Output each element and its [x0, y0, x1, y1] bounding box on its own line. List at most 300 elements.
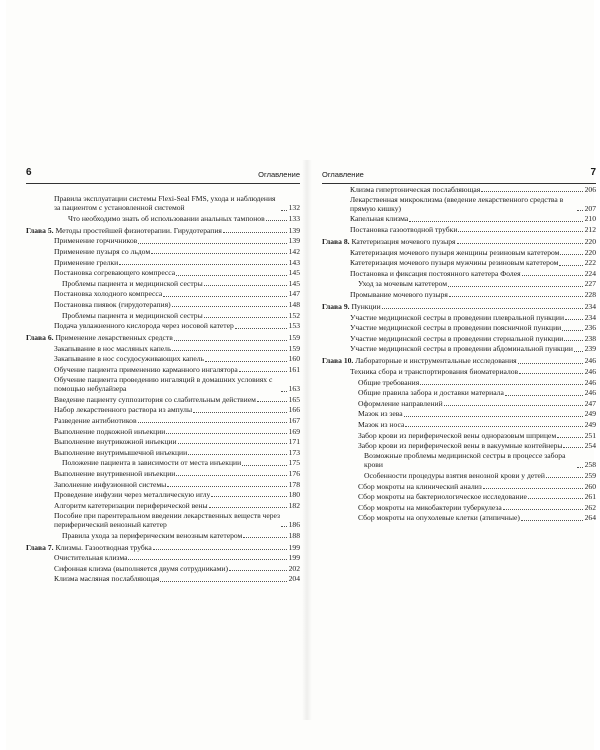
toc-page-number: 175 [288, 458, 300, 468]
toc-entry-text [322, 356, 517, 365]
dot-leader [138, 236, 287, 244]
dot-leader [449, 289, 583, 297]
dot-leader [178, 436, 287, 444]
toc-entry [26, 530, 300, 540]
toc-entry [26, 468, 300, 478]
toc-entry-text [26, 480, 166, 489]
toc-title: Применение горчичников [54, 236, 138, 246]
toc-entry [322, 366, 596, 376]
toc-page-number: 228 [584, 290, 596, 300]
toc-list [26, 194, 300, 584]
book-spread [6, 0, 594, 750]
toc-entry-text [26, 437, 177, 446]
toc-entry-text [26, 236, 137, 245]
toc-title: Постановка холодного компресса [54, 289, 163, 299]
toc-entry [26, 426, 300, 436]
toc-entry-text [322, 334, 563, 343]
toc-page-number: 159 [288, 333, 300, 343]
toc-page-number: 199 [288, 542, 300, 552]
toc-entry-text [322, 248, 559, 257]
dot-leader [577, 460, 583, 468]
toc-entry-text [26, 247, 150, 256]
toc-entry-text [26, 501, 208, 510]
toc-title: Капельная клизма [350, 214, 409, 224]
toc-entry [26, 268, 300, 278]
chapter-label: Глава 6. [26, 333, 54, 343]
toc-page-number: 169 [288, 426, 300, 436]
toc-entry [322, 502, 596, 512]
toc-title: Выполнение подкожной инъекции [54, 426, 166, 436]
toc-entry-text [322, 269, 521, 278]
dot-leader [172, 343, 287, 351]
toc-entry-text [26, 194, 280, 213]
toc-entry [322, 344, 596, 354]
toc-entry [26, 458, 300, 468]
dot-leader [243, 530, 287, 538]
toc-entry [26, 563, 300, 573]
dot-leader [519, 366, 583, 374]
dot-leader [239, 364, 287, 372]
toc-page-number: 161 [288, 365, 300, 375]
toc-entry-text [322, 214, 408, 223]
toc-entry-text [322, 441, 562, 450]
dot-leader [167, 479, 287, 487]
dot-leader [281, 519, 287, 527]
toc-entry-text [26, 333, 173, 342]
toc-entry-text [26, 531, 242, 540]
dot-leader [163, 289, 287, 297]
toc-page-number: 220 [584, 237, 596, 247]
toc-entry-text [26, 458, 241, 467]
dot-leader [457, 236, 583, 244]
toc-entry-text [26, 226, 222, 235]
toc-entry-text [322, 323, 561, 332]
toc-entry [26, 213, 300, 223]
toc-entry [322, 481, 596, 491]
toc-entry-text [322, 482, 482, 491]
toc-page-number: 227 [584, 279, 596, 289]
toc-entry [322, 513, 596, 523]
toc-page-number: 246 [584, 356, 596, 366]
dot-leader [266, 213, 287, 221]
toc-title: Участие медицинской сестры в проведении поясничной пункции [350, 323, 562, 333]
toc-entry [322, 214, 596, 224]
toc-entry-text [26, 469, 175, 478]
toc-entry-text [322, 431, 556, 440]
toc-title: Мазок из носа [358, 419, 405, 429]
toc-entry [26, 257, 300, 267]
dot-leader [404, 409, 583, 417]
toc-entry-text [322, 302, 381, 311]
chapter-label: Глава 9. [322, 302, 350, 312]
toc-entry-text [26, 543, 152, 552]
toc-title: Постановка пиявок (гирудотерапия) [54, 300, 171, 310]
toc-title: Применение лекарственных средств [55, 333, 173, 343]
toc-entry-text [26, 553, 127, 562]
toc-page-number: 262 [584, 502, 596, 512]
toc-page-number: 251 [584, 430, 596, 440]
dot-leader [564, 333, 583, 341]
toc-title: Проведение инфузии через металлическую иглу [54, 490, 211, 500]
toc-title: Постановка согревающего компресса [54, 268, 176, 278]
toc-title: Проблемы пациента и медицинской сестры [62, 278, 203, 288]
toc-title: Пункции [351, 302, 381, 312]
dot-leader [444, 398, 583, 406]
toc-title: Закапывание в нос сосудосуживающих капель [54, 354, 204, 364]
toc-title: Возможные проблемы медицинской сестры в процессе забора крови [364, 451, 566, 470]
dot-leader [153, 542, 287, 550]
toc-entry [26, 354, 300, 364]
toc-page-number: 178 [288, 479, 300, 489]
dot-leader [151, 246, 287, 254]
toc-title: Выполнение внутрикожной инъекции [54, 437, 177, 447]
toc-entry [322, 440, 596, 450]
toc-page-number: 180 [288, 490, 300, 500]
dot-leader [528, 491, 583, 499]
toc-chapter [26, 225, 300, 235]
dot-leader [281, 384, 287, 392]
dot-leader [119, 257, 287, 265]
right-page-header [322, 167, 596, 182]
toc-chapter [26, 542, 300, 552]
toc-entry [322, 409, 596, 419]
toc-title: Очистительная клизма [54, 553, 128, 563]
toc-chapter [322, 236, 596, 246]
chapter-label: Глава 8. [322, 237, 350, 247]
toc-entry-text [322, 513, 520, 522]
toc-entry [26, 364, 300, 374]
toc-title: Постановка и фиксация постоянного катетера Фолея [350, 268, 521, 278]
dot-leader [257, 394, 287, 402]
toc-title: Особенности процедуры взятия венозной крови у детей [364, 470, 545, 480]
toc-entry [26, 574, 300, 584]
toc-title: Проблемы пациента и медицинской сестры [62, 310, 203, 320]
toc-title: Постановка газоотводной трубки [350, 225, 458, 235]
toc-entry [322, 388, 596, 398]
toc-page-number: 148 [288, 300, 300, 310]
toc-page-number: 167 [288, 415, 300, 425]
toc-entry [322, 323, 596, 333]
toc-entry [322, 224, 596, 234]
toc-page-number: 258 [584, 460, 596, 470]
toc-title: Общие требования [358, 377, 420, 387]
dot-leader [521, 513, 583, 521]
toc-page-number: 142 [288, 247, 300, 257]
dot-leader [562, 323, 583, 331]
toc-entry [26, 278, 300, 288]
toc-title: Набор лекарственного раствора из ампулы [54, 405, 193, 415]
toc-entry-text [322, 237, 456, 246]
toc-page-number: 238 [584, 333, 596, 343]
toc-entry [322, 491, 596, 501]
toc-entry [26, 405, 300, 415]
toc-page-number: 143 [288, 257, 300, 267]
dot-leader [448, 279, 583, 287]
dot-leader [405, 419, 583, 427]
dot-leader [546, 470, 583, 478]
toc-entry [26, 289, 300, 299]
toc-entry [26, 500, 300, 510]
dot-leader [505, 388, 583, 396]
chapter-label: Глава 7. [26, 542, 54, 552]
dot-leader [172, 299, 287, 307]
dot-leader [481, 184, 583, 192]
toc-title: Применение пузыря со льдом [54, 247, 151, 257]
header-rule [26, 183, 300, 184]
dot-leader [559, 258, 583, 266]
toc-page-number: 224 [584, 268, 596, 278]
toc-entry [26, 552, 300, 562]
toc-page-number: 210 [584, 214, 596, 224]
dot-leader [420, 377, 583, 385]
toc-entry [322, 184, 596, 194]
toc-page-number: 236 [584, 323, 596, 333]
toc-page-number: 207 [584, 203, 596, 213]
toc-title: Сбор мокроты на опухолевые клетки (атипичные) [358, 513, 520, 523]
toc-entry-text [26, 564, 228, 573]
toc-page-number: 171 [288, 437, 300, 447]
toc-entry-text [26, 279, 203, 288]
toc-entry [322, 247, 596, 257]
toc-entry [322, 333, 596, 343]
dot-leader [176, 468, 287, 476]
toc-title: Забор крови из периферической вены в вакуумные контейнеры [358, 441, 563, 451]
dot-leader [522, 268, 583, 276]
toc-title: Пособие при парентеральном введении лекарственных веществ через периферический венозный катетер [54, 510, 280, 529]
toc-page-number: 246 [584, 377, 596, 387]
toc-title: Участие медицинской сестры в проведении абдоминальной пункции [350, 344, 573, 354]
toc-page-number: 212 [584, 225, 596, 235]
toc-entry-text [322, 344, 573, 353]
page-gutter [302, 160, 312, 720]
toc-entry-text [26, 395, 256, 404]
toc-title: Оформление направлений [358, 398, 443, 408]
toc-entry-text [322, 451, 576, 470]
toc-page-number: 249 [584, 409, 596, 419]
toc-entry [26, 447, 300, 457]
toc-page-number: 246 [584, 388, 596, 398]
toc-page-number: 176 [288, 468, 300, 478]
toc-entry-text [322, 367, 518, 376]
toc-entry [322, 451, 596, 470]
dot-leader [242, 458, 287, 466]
toc-title: Применение грелки [54, 257, 119, 267]
toc-title: Катетеризация мочевого пузыря мужчины резиновым катетером [350, 258, 559, 268]
chapter-label: Глава 10. [322, 356, 354, 366]
toc-title: Подача увлажненного кислорода через носовой катетер [54, 321, 234, 331]
running-title: Оглавление [258, 170, 300, 179]
toc-entry [26, 246, 300, 256]
toc-title: Сбор мокроты на клинический анализ [358, 481, 482, 491]
toc-title: Введение пациенту суппозитория со слабительным действием [54, 394, 256, 404]
toc-entry [26, 321, 300, 331]
toc-title: Алгоритм катетеризации периферической вены [54, 500, 208, 510]
toc-entry-text [26, 405, 192, 414]
toc-page-number: 173 [288, 447, 300, 457]
dot-leader [128, 552, 287, 560]
toc-page-number: 246 [584, 367, 596, 377]
toc-entry [26, 479, 300, 489]
toc-entry-text [26, 300, 171, 309]
toc-entry-text [26, 490, 210, 499]
toc-title: Выполнение внутримышечной инъекции [54, 447, 188, 457]
toc-page-number: 206 [584, 184, 596, 194]
dot-leader [560, 247, 583, 255]
toc-entry-text [26, 354, 204, 363]
toc-entry-text [26, 214, 265, 223]
toc-page-number: 202 [288, 563, 300, 573]
toc-page-number: 132 [288, 203, 300, 213]
toc-entry [322, 398, 596, 408]
toc-title: Общие правила забора и доставки материала [358, 388, 504, 398]
toc-entry-text [26, 511, 280, 530]
toc-page-number: 234 [584, 302, 596, 312]
toc-title: Выполнение внутривенной инъекции [54, 468, 176, 478]
toc-page-number: 139 [288, 236, 300, 246]
toc-page-number: 153 [288, 321, 300, 331]
toc-title: Участие медицинской сестры в проведении стернальной пункции [350, 333, 564, 343]
dot-leader [204, 310, 287, 318]
toc-entry [26, 436, 300, 446]
toc-entry [322, 268, 596, 278]
toc-title: Обучение пациента проведению ингаляций в домашних условиях с помощью небулайзера [54, 374, 273, 394]
dot-leader [209, 500, 287, 508]
toc-entry [322, 289, 596, 299]
toc-title: Лабораторные и инструментальные исследования [355, 356, 517, 366]
chapter-label: Глава 5. [26, 225, 54, 235]
toc-title: Обучение пациента применению карманного ингалятора [54, 365, 238, 375]
toc-page-number: 152 [288, 310, 300, 320]
dot-leader [211, 489, 287, 497]
toc-entry-text [322, 399, 443, 408]
toc-title: Мазок из зева [358, 409, 403, 419]
toc-entry [26, 489, 300, 499]
toc-title: Катетеризация мочевого пузыря женщины резиновым катетером [350, 247, 560, 257]
toc-title: Разведение антибиотиков [54, 415, 137, 425]
toc-title: Катетеризация мочевого пузыря [351, 237, 456, 247]
toc-chapter [26, 333, 300, 343]
dot-leader [174, 333, 287, 341]
dot-leader [382, 301, 583, 309]
toc-entry-text [322, 471, 545, 480]
toc-title: Сифонная клизма (выполняется двумя сотрудниками) [54, 563, 228, 573]
toc-entry-text [322, 420, 404, 429]
dot-leader [281, 203, 287, 211]
toc-page-number: 259 [584, 470, 596, 480]
toc-entry [26, 343, 300, 353]
toc-page-number: 145 [288, 278, 300, 288]
toc-entry [322, 258, 596, 268]
dot-leader [483, 481, 583, 489]
toc-entry-text [26, 344, 171, 353]
toc-entry-text [322, 388, 504, 397]
toc-title: Клизма масляная послабляющая [54, 574, 160, 584]
toc-entry-text [26, 427, 165, 436]
toc-entry-text [26, 321, 234, 330]
toc-entry-text [26, 365, 238, 374]
dot-leader [574, 344, 583, 352]
toc-title: Методы простейшей физиотерапии. Гирудотерапия [55, 225, 222, 235]
page-number: 7 [590, 167, 596, 178]
dot-leader [188, 447, 287, 455]
toc-page-number: 165 [288, 394, 300, 404]
running-title: Оглавление [322, 170, 364, 179]
toc-page-number: 159 [288, 343, 300, 353]
toc-entry-text [322, 258, 558, 267]
toc-entry [26, 299, 300, 309]
toc-entry-text [26, 574, 159, 583]
toc-entry-text [322, 409, 403, 418]
toc-entry-text [26, 289, 162, 298]
toc-page-number: 166 [288, 405, 300, 415]
dot-leader [235, 321, 287, 329]
toc-entry [26, 310, 300, 320]
toc-entry-text [322, 225, 457, 234]
toc-page-number: 186 [288, 519, 300, 529]
toc-title: Что необходимо знать об использовании анальных тампонов [68, 213, 265, 223]
toc-entry [322, 377, 596, 387]
left-page [26, 167, 300, 730]
toc-entry [26, 394, 300, 404]
toc-chapter [322, 301, 596, 311]
toc-page-number: 234 [584, 312, 596, 322]
toc-title: Закапывание в нос масляных капель [54, 343, 172, 353]
right-page [322, 167, 596, 730]
dot-leader [518, 356, 583, 364]
toc-entry [26, 415, 300, 425]
toc-entry-text [26, 416, 137, 425]
toc-title: Правила эксплуатации системы Flexi-Seal FMS, ухода и наблюдения за пациентом с установленной системой [54, 194, 276, 213]
toc-page-number: 239 [584, 344, 596, 354]
toc-page-number: 147 [288, 289, 300, 299]
toc-title: Клизмы. Газоотводная трубка [55, 542, 152, 552]
toc-page-number: 222 [584, 258, 596, 268]
dot-leader [458, 224, 583, 232]
toc-title: Уход за мочевым катетером [358, 279, 448, 289]
toc-title: Заполнение инфузионной системы [54, 479, 167, 489]
dot-leader [565, 312, 583, 320]
toc-page-number: 260 [584, 481, 596, 491]
toc-entry [322, 195, 596, 214]
toc-entry [26, 511, 300, 530]
toc-entry-text [26, 448, 187, 457]
toc-page-number: 139 [288, 225, 300, 235]
toc-page-number: 160 [288, 354, 300, 364]
toc-entry [322, 312, 596, 322]
left-page-header [26, 167, 300, 182]
toc-page-number: 145 [288, 268, 300, 278]
dot-leader [229, 563, 287, 571]
dot-leader [160, 574, 287, 582]
dot-leader [193, 405, 287, 413]
dot-leader [557, 430, 583, 438]
dot-leader [563, 440, 583, 448]
dot-leader [138, 415, 287, 423]
toc-page-number: 254 [584, 441, 596, 451]
dot-leader [577, 203, 583, 211]
toc-entry [26, 375, 300, 394]
dot-leader [205, 354, 287, 362]
toc-title: Правила ухода за периферическим венозным катетером [62, 530, 243, 540]
toc-entry [322, 279, 596, 289]
toc-chapter [322, 356, 596, 366]
toc-page-number: 133 [288, 213, 300, 223]
toc-entry-text [26, 375, 280, 394]
toc-entry [26, 236, 300, 246]
toc-title: Техника сбора и транспортирования биоматериалов [350, 367, 519, 377]
dot-leader [223, 225, 287, 233]
toc-entry [322, 419, 596, 429]
